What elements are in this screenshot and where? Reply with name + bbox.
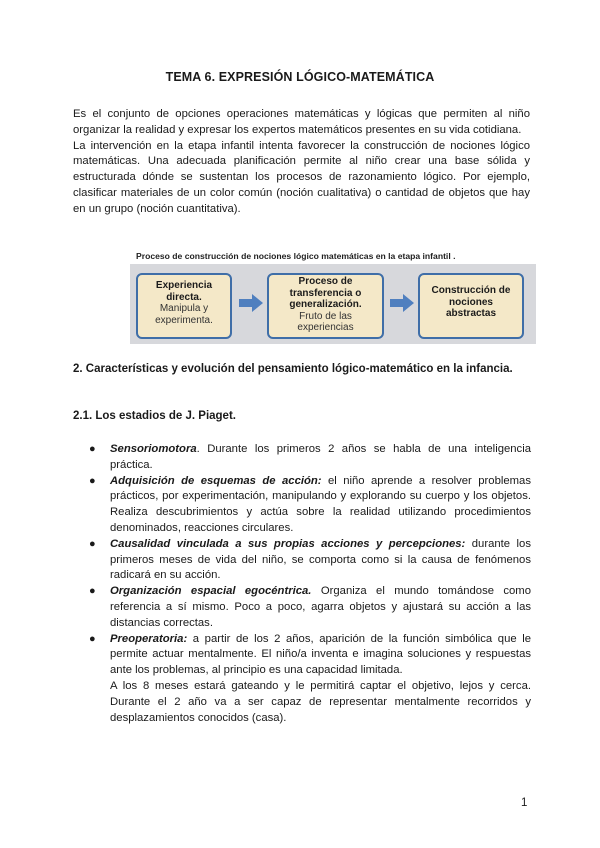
list-item [73,537,531,584]
box2-line5: experiencias [297,322,354,334]
diagram-caption: Proceso de construcción de nociones lógico matemáticas en la etapa infantil . [136,251,456,261]
arrow-right-icon [390,294,414,312]
stage-description: el niño aprende a resolver problemas prácticos, por experimentación, manipulando y explorando su cuerpo y los objetos. Realiza descubrimientos y actúa sobre la realidad utilizando procedimientos denominados, reacciones circulares. [110,474,531,534]
section-2-heading: 2. Características y evolución del pensamiento lógico-matemático en la infancia. [73,363,513,375]
box2-line4: Fruto de las [299,310,352,322]
intro-text [73,107,530,218]
list-item-text [110,442,531,474]
bullet-icon: ● [89,474,96,487]
stage-description: Organiza el mundo tomándose como referencia a sí mismo. Poco a poco, agarra objetos y ajustará su acción a las distancias correctas. [110,585,531,629]
box2-line3: generalización. [289,299,362,311]
stage-term: Organización espacial egocéntrica. [110,585,312,598]
stage-term: Causalidad vinculada a sus propias acciones y percepciones: [110,537,466,550]
box1-line3: Manipula y [159,303,209,315]
stage-description: durante los primeros meses de vida del niño, se comporta como si la causa de fenómenos radicará en su acción. [110,537,531,582]
box3-line1: Construcción de [431,285,511,296]
stage-term: Preoperatoria: [110,632,188,645]
stage-description: . Durante los primeros 2 años se habla de una inteligencia práctica. [110,443,531,471]
bullet-icon: ● [89,585,96,598]
stage-term: Adquisición de esquemas de acción: [110,474,322,487]
intro-paragraph-1: Es el conjunto de opciones operaciones matemáticas y lógicas que permiten al niño organizar la realidad y expresar los expertos matemáticos presentes en su vida cotidiana. [73,108,530,136]
list-item-text [110,584,531,631]
bullet-icon: ● [89,537,96,550]
list-item [73,632,531,727]
box1-line2: directa. [166,291,202,303]
list-item [73,442,531,474]
box3-line2: nociones [449,296,493,308]
box2-line2: transferencia o [289,287,362,299]
page-number: 1 [521,797,528,809]
list-item [73,584,531,631]
bullet-icon: ● [89,632,96,645]
process-diagram [126,250,538,345]
stage-term: Sensoriomotora [110,443,197,455]
diagram-box-transfer-process [267,273,384,339]
section-2-1-heading: 2.1. Los estadios de J. Piaget. [73,410,236,422]
list-item [73,474,531,537]
bullet-icon: ● [89,443,96,455]
box1-line4: experimenta. [155,314,213,326]
arrow-right-icon [239,294,263,312]
box1-line1: Experiencia [155,280,213,291]
list-item-continuation: A los 8 meses estará gateando y le permitirá captar el objetivo, lejos y cerca. Durante el 2 año va a ser capaz de representar mentalmente recorridos y desplazamientos conocidos (casa). [110,679,531,724]
page-title: TEMA 6. EXPRESIÓN LÓGICO-MATEMÁTICA [165,70,435,84]
stage-description: a partir de los 2 años, aparición de la función simbólica que le permite actuar mentalmente. El niño/a inventa e imagina soluciones y respuestas ante los problemas, al principio es una capacidad limitada. [110,632,531,677]
box3-line3: abstractas [445,308,497,320]
intro-paragraph-2: La intervención en la etapa infantil intenta favorecer la construcción de nociones lógico matemáticas. Una adecuada planificación permite al niño crear una base sólida y estructurada dónde se sustentan los procesos de razonamiento lógico. Por ejemplo, clasificar materiales de un color común (noción cualitativa) o cantidad de objetos que hay en un grupo (noción cuantitativa). [73,139,530,215]
list-item-text [110,537,531,584]
piaget-stages-list [73,442,531,726]
list-item-text [110,474,531,537]
diagram-box-direct-experience [136,273,232,339]
box2-line1: Proceso de [298,276,353,287]
list-item-text [110,632,531,679]
diagram-box-abstract-notions [418,273,524,339]
